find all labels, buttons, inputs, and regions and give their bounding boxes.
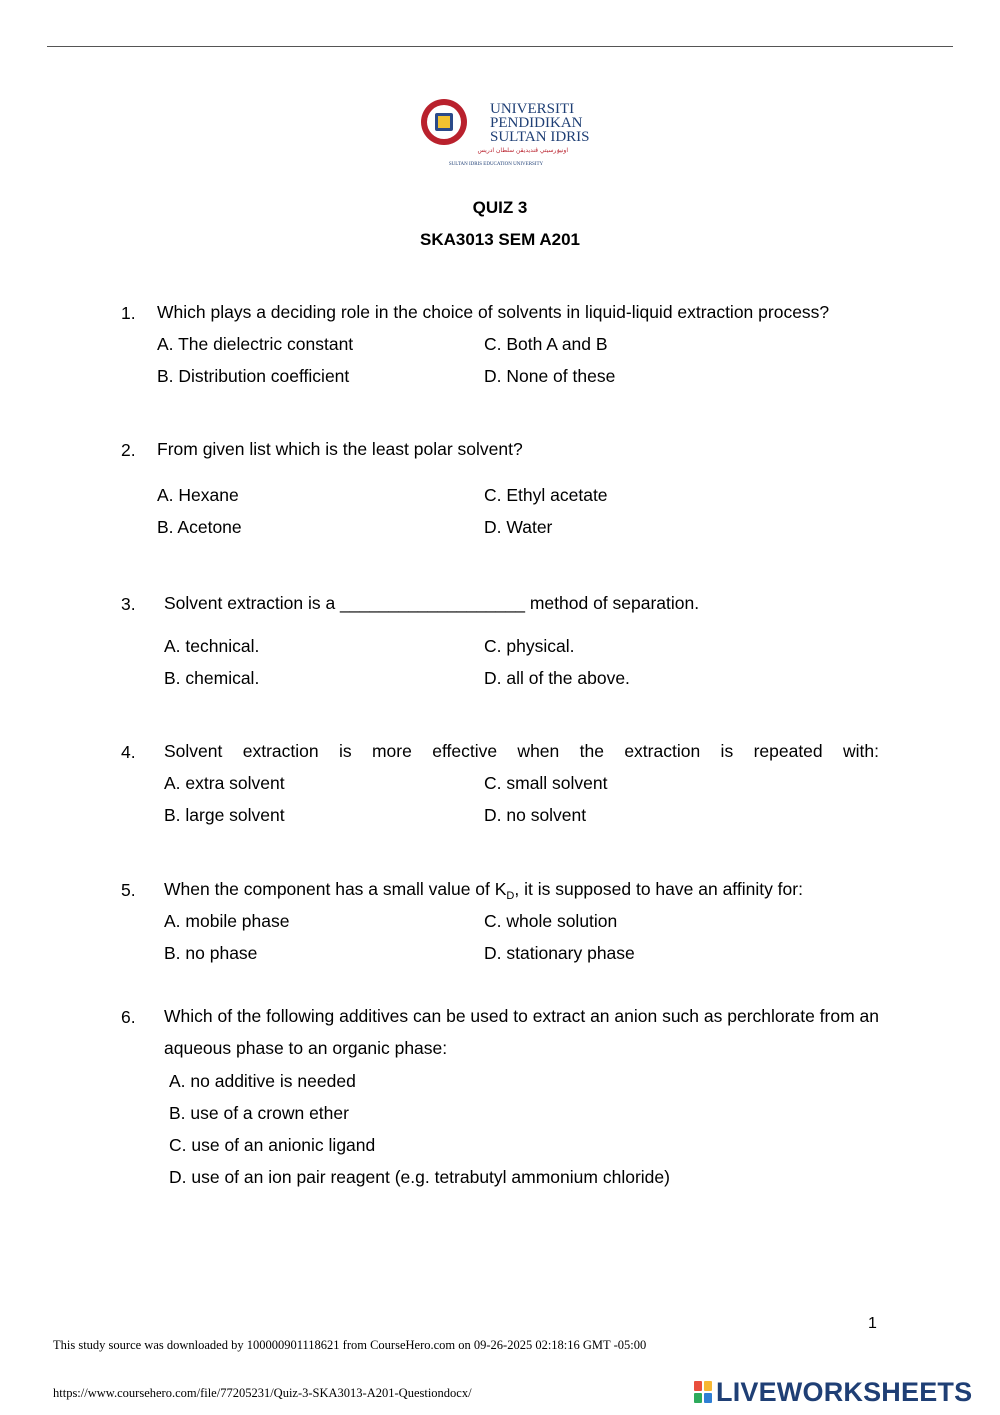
question-4-option-c: C. small solvent — [484, 773, 608, 793]
question-4-option-a: A. extra solvent — [164, 773, 285, 793]
university-logo — [418, 94, 590, 168]
question-6-option-a: A. no additive is needed — [169, 1071, 356, 1091]
question-5-option-a: A. mobile phase — [164, 911, 290, 931]
question-5-text-after: , it is supposed to have an affinity for: — [514, 879, 803, 899]
question-5-text-before: When the component has a small value of K — [164, 879, 507, 899]
question-3-option-a: A. technical. — [164, 636, 260, 656]
liveworksheets-brand[interactable] — [694, 1377, 972, 1407]
question-5-option-c: C. whole solution — [484, 911, 618, 931]
logo-tagline: SULTAN IDRIS EDUCATION UNIVERSITY — [448, 162, 544, 167]
question-2-text: From given list which is the least polar solvent? — [157, 439, 523, 459]
question-6-option-b: B. use of a crown ether — [169, 1103, 349, 1123]
question-1-option-c: C. Both A and B — [484, 334, 608, 354]
question-3-number: 3. — [121, 594, 136, 614]
question-1-option-a: A. The dielectric constant — [157, 334, 354, 354]
question-3-option-c: C. physical. — [484, 636, 575, 656]
logo-line-3: SULTAN IDRIS — [490, 129, 590, 145]
question-6-text: Which of the following additives can be used to extract an anion such as perchlorate from an aqueous phase to an organic phase: — [164, 1006, 879, 1058]
question-1-option-d: D. None of these — [484, 366, 616, 386]
brand-squares-icon — [694, 1381, 712, 1403]
header-rule — [47, 46, 953, 47]
brand-square-yellow — [704, 1381, 712, 1391]
course-subtitle: SKA3013 SEM A201 — [419, 230, 580, 249]
crest-emblem — [438, 116, 450, 128]
brand-square-red — [694, 1381, 702, 1391]
question-5-text — [164, 873, 803, 908]
question-3-option-b: B. chemical. — [164, 668, 260, 688]
question-2-number: 2. — [121, 440, 136, 460]
question-4-text: Solvent extraction is more effective when the extraction is repeated with: — [164, 741, 879, 761]
question-5-option-d: D. stationary phase — [484, 943, 635, 963]
question-1-number: 1. — [121, 303, 136, 323]
question-6-option-d: D. use of an ion pair reagent (e.g. tetrabutyl ammonium chloride) — [169, 1167, 670, 1187]
question-3-option-d: D. all of the above. — [484, 668, 630, 688]
question-5-number: 5. — [121, 880, 136, 900]
question-5-option-b: B. no phase — [164, 943, 258, 963]
question-6-number: 6. — [121, 1007, 136, 1027]
question-6-option-c: C. use of an anionic ligand — [169, 1135, 376, 1155]
logo-arabic: اونيۏرسيتي ڤنديديقن سلطان ادريس — [477, 147, 568, 154]
quiz-title: QUIZ 3 — [472, 198, 528, 217]
question-1-text: Which plays a deciding role in the choice of solvents in liquid-liquid extraction process? — [157, 302, 830, 322]
logo-line-2: PENDIDIKAN — [490, 115, 583, 131]
question-2-option-c: C. Ethyl acetate — [484, 485, 608, 505]
question-3-text: Solvent extraction is a ___________________ method of separation. — [164, 593, 700, 613]
brand-wordmark: LIVEWORKSHEETS — [716, 1376, 973, 1407]
question-1-option-b: B. Distribution coefficient — [157, 366, 350, 386]
question-4-option-d: D. no solvent — [484, 805, 587, 825]
brand-square-green — [694, 1393, 702, 1403]
brand-square-blue — [704, 1393, 712, 1403]
question-5-kd-subscript: D — [506, 890, 515, 902]
question-2-option-a: A. Hexane — [157, 485, 239, 505]
question-4-option-b: B. large solvent — [164, 805, 285, 825]
logo-line-1: UNIVERSITI — [490, 101, 575, 117]
page-number: 1 — [868, 1315, 877, 1332]
source-url[interactable]: https://www.coursehero.com/file/77205231/Quiz-3-SKA3013-A201-Questiondocx/ — [53, 1386, 472, 1400]
download-notice: This study source was downloaded by 100000901118621 from CourseHero.com on 09-26-2025 02:18:16 GMT -05:00 — [53, 1338, 647, 1352]
question-4-number: 4. — [121, 742, 136, 762]
question-2-option-b: B. Acetone — [157, 517, 242, 537]
question-2-option-d: D. Water — [484, 517, 553, 537]
